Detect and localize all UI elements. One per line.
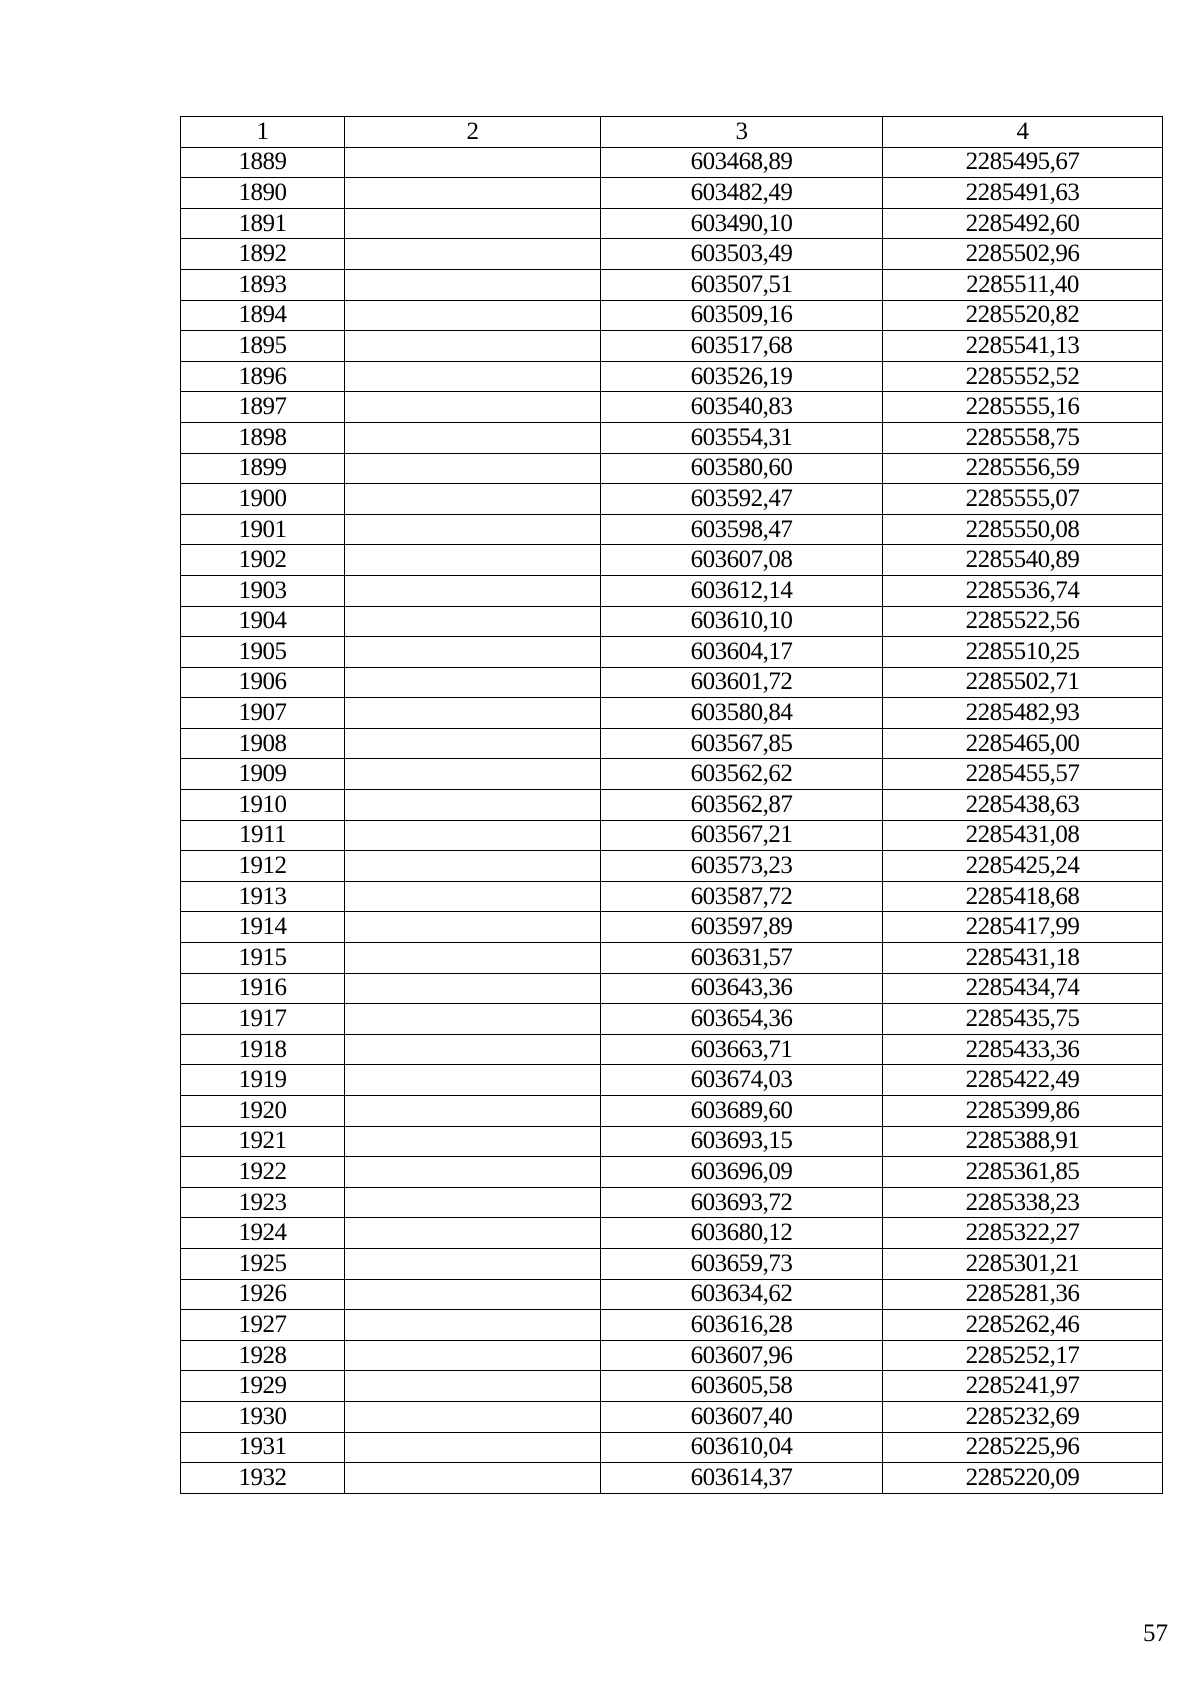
table-row bbox=[181, 575, 1163, 606]
table-row bbox=[181, 637, 1163, 668]
point-number-cell: 1903 bbox=[181, 575, 345, 606]
empty-cell bbox=[345, 545, 601, 576]
point-number-cell: 1931 bbox=[181, 1432, 345, 1463]
y-coordinate-cell: 2285482,93 bbox=[883, 698, 1163, 729]
table-row bbox=[181, 208, 1163, 239]
y-coordinate-cell: 2285552,52 bbox=[883, 361, 1163, 392]
table-row bbox=[181, 269, 1163, 300]
x-coordinate-cell: 603693,15 bbox=[601, 1126, 883, 1157]
empty-cell bbox=[345, 300, 601, 331]
y-coordinate-cell: 2285465,00 bbox=[883, 728, 1163, 759]
y-coordinate-cell: 2285388,91 bbox=[883, 1126, 1163, 1157]
point-number-cell: 1920 bbox=[181, 1096, 345, 1127]
empty-cell bbox=[345, 1126, 601, 1157]
empty-cell bbox=[345, 331, 601, 362]
y-coordinate-cell: 2285431,08 bbox=[883, 820, 1163, 851]
table-row bbox=[181, 1065, 1163, 1096]
empty-cell bbox=[345, 698, 601, 729]
table-row bbox=[181, 943, 1163, 974]
x-coordinate-cell: 603562,87 bbox=[601, 790, 883, 821]
point-number-cell: 1895 bbox=[181, 331, 345, 362]
point-number-cell: 1906 bbox=[181, 667, 345, 698]
y-coordinate-cell: 2285241,97 bbox=[883, 1371, 1163, 1402]
point-number-cell: 1919 bbox=[181, 1065, 345, 1096]
point-number-cell: 1891 bbox=[181, 208, 345, 239]
point-number-cell: 1910 bbox=[181, 790, 345, 821]
table-row bbox=[181, 1187, 1163, 1218]
table-row bbox=[181, 1340, 1163, 1371]
table-row bbox=[181, 1218, 1163, 1249]
point-number-cell: 1928 bbox=[181, 1340, 345, 1371]
point-number-cell: 1912 bbox=[181, 851, 345, 882]
point-number-cell: 1909 bbox=[181, 759, 345, 790]
table-row bbox=[181, 1432, 1163, 1463]
y-coordinate-cell: 2285434,74 bbox=[883, 973, 1163, 1004]
x-coordinate-cell: 603507,51 bbox=[601, 269, 883, 300]
point-number-cell: 1890 bbox=[181, 178, 345, 209]
y-coordinate-cell: 2285502,96 bbox=[883, 239, 1163, 270]
point-number-cell: 1892 bbox=[181, 239, 345, 270]
y-coordinate-cell: 2285252,17 bbox=[883, 1340, 1163, 1371]
empty-cell bbox=[345, 178, 601, 209]
x-coordinate-cell: 603482,49 bbox=[601, 178, 883, 209]
empty-cell bbox=[345, 1004, 601, 1035]
x-coordinate-cell: 603567,21 bbox=[601, 820, 883, 851]
point-number-cell: 1898 bbox=[181, 422, 345, 453]
y-coordinate-cell: 2285225,96 bbox=[883, 1432, 1163, 1463]
empty-cell bbox=[345, 147, 601, 178]
y-coordinate-cell: 2285433,36 bbox=[883, 1034, 1163, 1065]
table-row bbox=[181, 178, 1163, 209]
coordinates-table bbox=[180, 116, 1163, 1494]
y-coordinate-cell: 2285510,25 bbox=[883, 637, 1163, 668]
x-coordinate-cell: 603643,36 bbox=[601, 973, 883, 1004]
y-coordinate-cell: 2285522,56 bbox=[883, 606, 1163, 637]
x-coordinate-cell: 603607,08 bbox=[601, 545, 883, 576]
x-coordinate-cell: 603526,19 bbox=[601, 361, 883, 392]
point-number-cell: 1916 bbox=[181, 973, 345, 1004]
table-row bbox=[181, 820, 1163, 851]
table-body bbox=[181, 147, 1163, 1493]
x-coordinate-cell: 603674,03 bbox=[601, 1065, 883, 1096]
empty-cell bbox=[345, 820, 601, 851]
x-coordinate-cell: 603592,47 bbox=[601, 484, 883, 515]
x-coordinate-cell: 603605,58 bbox=[601, 1371, 883, 1402]
table-row bbox=[181, 1157, 1163, 1188]
empty-cell bbox=[345, 1096, 601, 1127]
point-number-cell: 1923 bbox=[181, 1187, 345, 1218]
x-coordinate-cell: 603612,14 bbox=[601, 575, 883, 606]
table-row bbox=[181, 361, 1163, 392]
empty-cell bbox=[345, 422, 601, 453]
y-coordinate-cell: 2285322,27 bbox=[883, 1218, 1163, 1249]
x-coordinate-cell: 603607,96 bbox=[601, 1340, 883, 1371]
x-coordinate-cell: 603468,89 bbox=[601, 147, 883, 178]
x-coordinate-cell: 603503,49 bbox=[601, 239, 883, 270]
y-coordinate-cell: 2285417,99 bbox=[883, 912, 1163, 943]
table-row bbox=[181, 300, 1163, 331]
point-number-cell: 1905 bbox=[181, 637, 345, 668]
y-coordinate-cell: 2285435,75 bbox=[883, 1004, 1163, 1035]
point-number-cell: 1889 bbox=[181, 147, 345, 178]
empty-cell bbox=[345, 484, 601, 515]
point-number-cell: 1930 bbox=[181, 1401, 345, 1432]
empty-cell bbox=[345, 1340, 601, 1371]
y-coordinate-cell: 2285438,63 bbox=[883, 790, 1163, 821]
point-number-cell: 1925 bbox=[181, 1248, 345, 1279]
column-header-1: 1 bbox=[181, 117, 345, 148]
table-row bbox=[181, 881, 1163, 912]
table-row bbox=[181, 1248, 1163, 1279]
point-number-cell: 1913 bbox=[181, 881, 345, 912]
point-number-cell: 1921 bbox=[181, 1126, 345, 1157]
column-header-4: 4 bbox=[883, 117, 1163, 148]
empty-cell bbox=[345, 208, 601, 239]
x-coordinate-cell: 603693,72 bbox=[601, 1187, 883, 1218]
empty-cell bbox=[345, 453, 601, 484]
table-row bbox=[181, 1463, 1163, 1494]
y-coordinate-cell: 2285301,21 bbox=[883, 1248, 1163, 1279]
y-coordinate-cell: 2285418,68 bbox=[883, 881, 1163, 912]
table-row bbox=[181, 912, 1163, 943]
point-number-cell: 1924 bbox=[181, 1218, 345, 1249]
point-number-cell: 1908 bbox=[181, 728, 345, 759]
empty-cell bbox=[345, 1034, 601, 1065]
y-coordinate-cell: 2285556,59 bbox=[883, 453, 1163, 484]
empty-cell bbox=[345, 790, 601, 821]
point-number-cell: 1897 bbox=[181, 392, 345, 423]
point-number-cell: 1918 bbox=[181, 1034, 345, 1065]
x-coordinate-cell: 603607,40 bbox=[601, 1401, 883, 1432]
empty-cell bbox=[345, 1248, 601, 1279]
empty-cell bbox=[345, 943, 601, 974]
page-number: 57 bbox=[1143, 1620, 1168, 1647]
table-row bbox=[181, 606, 1163, 637]
x-coordinate-cell: 603540,83 bbox=[601, 392, 883, 423]
table-row bbox=[181, 1371, 1163, 1402]
y-coordinate-cell: 2285338,23 bbox=[883, 1187, 1163, 1218]
y-coordinate-cell: 2285540,89 bbox=[883, 545, 1163, 576]
table-row bbox=[181, 1310, 1163, 1341]
x-coordinate-cell: 603598,47 bbox=[601, 514, 883, 545]
point-number-cell: 1922 bbox=[181, 1157, 345, 1188]
point-number-cell: 1927 bbox=[181, 1310, 345, 1341]
point-number-cell: 1893 bbox=[181, 269, 345, 300]
y-coordinate-cell: 2285220,09 bbox=[883, 1463, 1163, 1494]
empty-cell bbox=[345, 728, 601, 759]
y-coordinate-cell: 2285361,85 bbox=[883, 1157, 1163, 1188]
empty-cell bbox=[345, 1432, 601, 1463]
empty-cell bbox=[345, 1065, 601, 1096]
x-coordinate-cell: 603616,28 bbox=[601, 1310, 883, 1341]
empty-cell bbox=[345, 851, 601, 882]
y-coordinate-cell: 2285495,67 bbox=[883, 147, 1163, 178]
table-row bbox=[181, 698, 1163, 729]
table-row bbox=[181, 759, 1163, 790]
y-coordinate-cell: 2285431,18 bbox=[883, 943, 1163, 974]
table-row bbox=[181, 392, 1163, 423]
y-coordinate-cell: 2285550,08 bbox=[883, 514, 1163, 545]
table-row bbox=[181, 1401, 1163, 1432]
empty-cell bbox=[345, 912, 601, 943]
y-coordinate-cell: 2285555,16 bbox=[883, 392, 1163, 423]
empty-cell bbox=[345, 575, 601, 606]
empty-cell bbox=[345, 392, 601, 423]
y-coordinate-cell: 2285422,49 bbox=[883, 1065, 1163, 1096]
table-row bbox=[181, 147, 1163, 178]
point-number-cell: 1901 bbox=[181, 514, 345, 545]
point-number-cell: 1915 bbox=[181, 943, 345, 974]
y-coordinate-cell: 2285520,82 bbox=[883, 300, 1163, 331]
table-row bbox=[181, 667, 1163, 698]
empty-cell bbox=[345, 1279, 601, 1310]
x-coordinate-cell: 603631,57 bbox=[601, 943, 883, 974]
x-coordinate-cell: 603562,62 bbox=[601, 759, 883, 790]
table-row bbox=[181, 1126, 1163, 1157]
y-coordinate-cell: 2285425,24 bbox=[883, 851, 1163, 882]
x-coordinate-cell: 603610,04 bbox=[601, 1432, 883, 1463]
empty-cell bbox=[345, 637, 601, 668]
point-number-cell: 1899 bbox=[181, 453, 345, 484]
table-row bbox=[181, 484, 1163, 515]
point-number-cell: 1911 bbox=[181, 820, 345, 851]
table-row bbox=[181, 514, 1163, 545]
column-header-2: 2 bbox=[345, 117, 601, 148]
y-coordinate-cell: 2285511,40 bbox=[883, 269, 1163, 300]
x-coordinate-cell: 603663,71 bbox=[601, 1034, 883, 1065]
empty-cell bbox=[345, 1187, 601, 1218]
table-row bbox=[181, 1096, 1163, 1127]
point-number-cell: 1917 bbox=[181, 1004, 345, 1035]
x-coordinate-cell: 603580,84 bbox=[601, 698, 883, 729]
point-number-cell: 1929 bbox=[181, 1371, 345, 1402]
x-coordinate-cell: 603490,10 bbox=[601, 208, 883, 239]
y-coordinate-cell: 2285555,07 bbox=[883, 484, 1163, 515]
empty-cell bbox=[345, 973, 601, 1004]
y-coordinate-cell: 2285558,75 bbox=[883, 422, 1163, 453]
empty-cell bbox=[345, 667, 601, 698]
empty-cell bbox=[345, 881, 601, 912]
point-number-cell: 1896 bbox=[181, 361, 345, 392]
x-coordinate-cell: 603634,62 bbox=[601, 1279, 883, 1310]
point-number-cell: 1907 bbox=[181, 698, 345, 729]
x-coordinate-cell: 603509,16 bbox=[601, 300, 883, 331]
point-number-cell: 1904 bbox=[181, 606, 345, 637]
x-coordinate-cell: 603689,60 bbox=[601, 1096, 883, 1127]
x-coordinate-cell: 603517,68 bbox=[601, 331, 883, 362]
y-coordinate-cell: 2285281,36 bbox=[883, 1279, 1163, 1310]
y-coordinate-cell: 2285455,57 bbox=[883, 759, 1163, 790]
x-coordinate-cell: 603597,89 bbox=[601, 912, 883, 943]
empty-cell bbox=[345, 361, 601, 392]
table-row bbox=[181, 545, 1163, 576]
y-coordinate-cell: 2285492,60 bbox=[883, 208, 1163, 239]
x-coordinate-cell: 603587,72 bbox=[601, 881, 883, 912]
y-coordinate-cell: 2285232,69 bbox=[883, 1401, 1163, 1432]
x-coordinate-cell: 603554,31 bbox=[601, 422, 883, 453]
x-coordinate-cell: 603604,17 bbox=[601, 637, 883, 668]
x-coordinate-cell: 603696,09 bbox=[601, 1157, 883, 1188]
empty-cell bbox=[345, 239, 601, 270]
empty-cell bbox=[345, 1401, 601, 1432]
x-coordinate-cell: 603659,73 bbox=[601, 1248, 883, 1279]
point-number-cell: 1914 bbox=[181, 912, 345, 943]
x-coordinate-cell: 603573,23 bbox=[601, 851, 883, 882]
table-row bbox=[181, 1279, 1163, 1310]
x-coordinate-cell: 603567,85 bbox=[601, 728, 883, 759]
table-row bbox=[181, 728, 1163, 759]
empty-cell bbox=[345, 1463, 601, 1494]
empty-cell bbox=[345, 269, 601, 300]
table-row bbox=[181, 1004, 1163, 1035]
y-coordinate-cell: 2285502,71 bbox=[883, 667, 1163, 698]
empty-cell bbox=[345, 1218, 601, 1249]
x-coordinate-cell: 603614,37 bbox=[601, 1463, 883, 1494]
x-coordinate-cell: 603654,36 bbox=[601, 1004, 883, 1035]
table-row bbox=[181, 851, 1163, 882]
y-coordinate-cell: 2285541,13 bbox=[883, 331, 1163, 362]
y-coordinate-cell: 2285536,74 bbox=[883, 575, 1163, 606]
table-row bbox=[181, 422, 1163, 453]
table-row bbox=[181, 790, 1163, 821]
point-number-cell: 1900 bbox=[181, 484, 345, 515]
empty-cell bbox=[345, 1157, 601, 1188]
empty-cell bbox=[345, 1371, 601, 1402]
table-row bbox=[181, 239, 1163, 270]
empty-cell bbox=[345, 1310, 601, 1341]
x-coordinate-cell: 603601,72 bbox=[601, 667, 883, 698]
empty-cell bbox=[345, 606, 601, 637]
table-row bbox=[181, 453, 1163, 484]
y-coordinate-cell: 2285399,86 bbox=[883, 1096, 1163, 1127]
x-coordinate-cell: 603680,12 bbox=[601, 1218, 883, 1249]
empty-cell bbox=[345, 759, 601, 790]
point-number-cell: 1932 bbox=[181, 1463, 345, 1494]
x-coordinate-cell: 603580,60 bbox=[601, 453, 883, 484]
table-row bbox=[181, 973, 1163, 1004]
y-coordinate-cell: 2285262,46 bbox=[883, 1310, 1163, 1341]
table-header-row bbox=[181, 117, 1163, 148]
column-header-3: 3 bbox=[601, 117, 883, 148]
table-row bbox=[181, 1034, 1163, 1065]
x-coordinate-cell: 603610,10 bbox=[601, 606, 883, 637]
point-number-cell: 1902 bbox=[181, 545, 345, 576]
point-number-cell: 1926 bbox=[181, 1279, 345, 1310]
table-row bbox=[181, 331, 1163, 362]
point-number-cell: 1894 bbox=[181, 300, 345, 331]
y-coordinate-cell: 2285491,63 bbox=[883, 178, 1163, 209]
empty-cell bbox=[345, 514, 601, 545]
